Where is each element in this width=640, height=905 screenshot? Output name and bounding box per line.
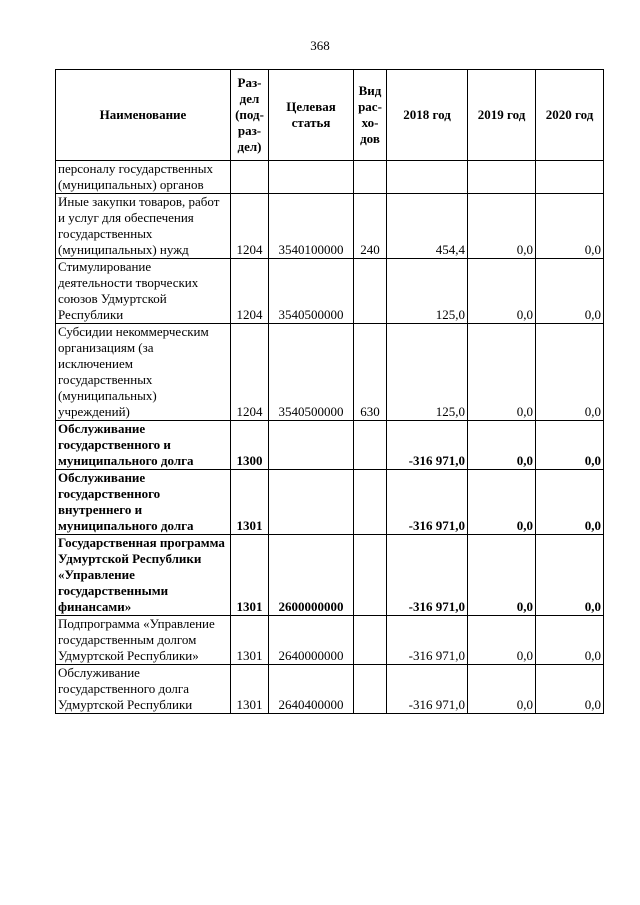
row-2018: 125,0 (387, 324, 468, 421)
row-expense-type (354, 421, 387, 470)
row-2019: 0,0 (468, 259, 536, 324)
row-name: персоналу государственных (муниципальных) органов (56, 161, 231, 194)
row-target: 3540500000 (269, 259, 354, 324)
row-name: Субсидии некоммерческим организациям (за исключением государственных (муниципальных) учреждений) (56, 324, 231, 421)
header-2018: 2018 год (387, 70, 468, 161)
row-target (269, 161, 354, 194)
header-row (56, 70, 604, 161)
header-2020: 2020 год (536, 70, 604, 161)
row-target (269, 470, 354, 535)
row-2018: -316 971,0 (387, 665, 468, 714)
row-target (269, 421, 354, 470)
row-2019: 0,0 (468, 470, 536, 535)
header-name: Наименование (56, 70, 231, 161)
row-2020 (536, 161, 604, 194)
row-section: 1301 (231, 470, 269, 535)
table-row (56, 421, 604, 470)
row-name: Иные закупки товаров, работ и услуг для обеспечения государственных (муниципальных) нужд (56, 194, 231, 259)
row-2018: -316 971,0 (387, 470, 468, 535)
header-section: Раз-дел (под-раз-дел) (231, 70, 269, 161)
table-row (56, 324, 604, 421)
row-expense-type: 630 (354, 324, 387, 421)
row-target: 3540500000 (269, 324, 354, 421)
row-2018: 454,4 (387, 194, 468, 259)
table-row (56, 194, 604, 259)
table-row (56, 616, 604, 665)
table-row (56, 259, 604, 324)
row-2019: 0,0 (468, 665, 536, 714)
row-2018 (387, 161, 468, 194)
row-name: Обслуживание государственного и муниципального долга (56, 421, 231, 470)
row-2020: 0,0 (536, 665, 604, 714)
row-2020: 0,0 (536, 535, 604, 616)
row-2019 (468, 161, 536, 194)
row-name: Обслуживание государственного внутреннего и муниципального долга (56, 470, 231, 535)
row-expense-type (354, 535, 387, 616)
row-2019: 0,0 (468, 535, 536, 616)
row-target: 2640000000 (269, 616, 354, 665)
row-expense-type (354, 259, 387, 324)
row-2019: 0,0 (468, 421, 536, 470)
row-expense-type: 240 (354, 194, 387, 259)
row-expense-type (354, 665, 387, 714)
row-2020: 0,0 (536, 421, 604, 470)
header-expense-type: Вид рас-хо-дов (354, 70, 387, 161)
row-target: 3540100000 (269, 194, 354, 259)
row-expense-type (354, 161, 387, 194)
row-expense-type (354, 616, 387, 665)
row-2020: 0,0 (536, 470, 604, 535)
row-2019: 0,0 (468, 616, 536, 665)
row-2018: -316 971,0 (387, 535, 468, 616)
page-number: 368 (310, 38, 330, 53)
table-row (56, 535, 604, 616)
row-2020: 0,0 (536, 259, 604, 324)
table-row (56, 470, 604, 535)
row-2019: 0,0 (468, 194, 536, 259)
row-section: 1300 (231, 421, 269, 470)
row-section: 1301 (231, 616, 269, 665)
row-name: Обслуживание государственного долга Удмуртской Республики (56, 665, 231, 714)
table-row (56, 161, 604, 194)
header-target: Целевая статья (269, 70, 354, 161)
row-2020: 0,0 (536, 616, 604, 665)
row-name: Государственная программа Удмуртской Республики «Управление государственными финансами» (56, 535, 231, 616)
row-name: Стимулирование деятельности творческих союзов Удмуртской Республики (56, 259, 231, 324)
row-section: 1301 (231, 535, 269, 616)
row-2020: 0,0 (536, 324, 604, 421)
row-section: 1204 (231, 194, 269, 259)
row-section: 1301 (231, 665, 269, 714)
budget-table (55, 69, 604, 714)
row-section: 1204 (231, 259, 269, 324)
row-name: Подпрограмма «Управление государственным долгом Удмуртской Республики» (56, 616, 231, 665)
row-2018: 125,0 (387, 259, 468, 324)
table-row (56, 665, 604, 714)
row-expense-type (354, 470, 387, 535)
row-2018: -316 971,0 (387, 421, 468, 470)
row-2020: 0,0 (536, 194, 604, 259)
row-2018: -316 971,0 (387, 616, 468, 665)
row-target: 2600000000 (269, 535, 354, 616)
row-section: 1204 (231, 324, 269, 421)
header-2019: 2019 год (468, 70, 536, 161)
row-target: 2640400000 (269, 665, 354, 714)
row-2019: 0,0 (468, 324, 536, 421)
row-section (231, 161, 269, 194)
